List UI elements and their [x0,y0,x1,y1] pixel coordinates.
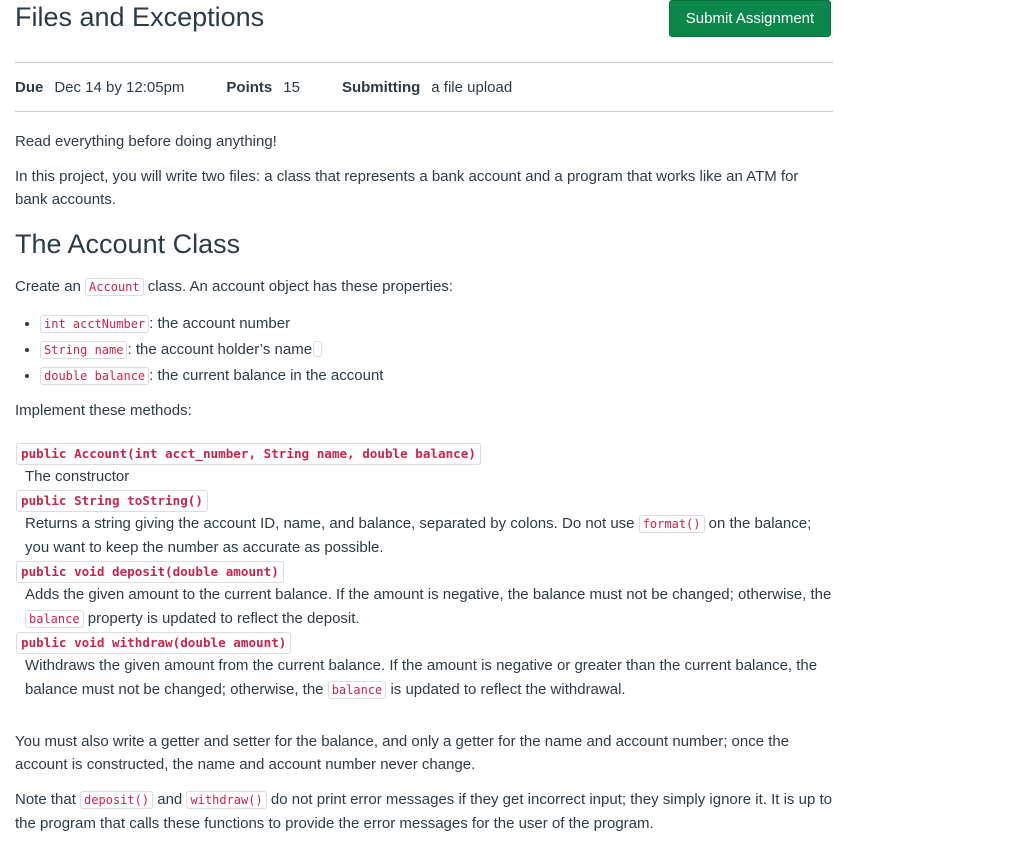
method-signature: public void deposit(double amount) [16,561,284,583]
assignment-description [15,130,833,835]
list-item: • String name : the account holder’s name [40,337,833,363]
method-description: Adds the given amount to the current balance. If the amount is negative, the balance must not be changed; otherwise, the balance property is updated to reflect the deposit. [25,586,832,627]
method-signature: public String toString() [16,490,208,512]
inline-code: balance [25,610,84,628]
title-row [15,0,848,60]
points-label: Points [226,78,273,96]
inline-code: deposit() [80,791,153,809]
create-class-paragraph: Create an Account class. An account object has these properties: [15,278,453,295]
method-description: Returns a string giving the account ID, name, and balance, separated by colons. Do not use format() on the balance; you want to keep the number as accurate as possible. [25,515,812,556]
inline-code: Account [85,278,144,296]
method-description: The constructor [25,468,130,485]
inline-code: int acctNumber [40,315,149,333]
methods-list [15,442,833,702]
points-detail [226,79,300,96]
inline-code: withdraw() [186,791,266,809]
intro-paragraph-1: Read everything before doing anything! [15,133,277,150]
page-title: Files and Exceptions [15,2,265,32]
due-value: Dec 14 by 12:05pm [54,78,185,96]
method-tostring [15,489,833,560]
method-description: Withdraws the given amount from the current balance. If the amount is negative or greater than the current balance, the balance must not be changed; otherwise, the balance is updated to reflect the withdrawal. [25,657,818,698]
inline-code: format() [639,515,705,533]
assignment-details [15,62,833,112]
empty-code-box [313,341,322,357]
list-item: • int acctNumber : the account number [40,311,833,337]
submit-assignment-button[interactable]: Submit Assignment [669,0,831,37]
note-paragraph: Note that deposit() and withdraw() do not print error messages if they get incorrect input; they simply ignore it. It is up to the program that calls these functions to provide the error messages for the user of the program. [15,791,832,832]
submitting-value: a file upload [431,78,513,96]
assignment-page [15,0,848,832]
properties-list [15,311,833,389]
list-item: • double balance : the current balance in the account [40,363,833,389]
implement-paragraph: Implement these methods: [15,402,192,419]
intro-paragraph-2: In this project, you will write two files: a class that represents a bank account and a program that works like an ATM for bank accounts. [15,168,799,208]
due-label: Due [15,78,44,96]
method-signature: public Account(int acct_number, String name, double balance) [16,443,481,465]
submitting-detail [342,79,512,96]
section-heading: The Account Class [15,229,241,259]
method-constructor [15,442,833,489]
getter-setter-paragraph: You must also write a getter and setter for the balance, and only a getter for the name and account number; once the account is constructed, the name and account number never change. [15,733,790,773]
submitting-label: Submitting [341,78,421,96]
method-signature: public void withdraw(double amount) [16,632,291,654]
inline-code: double balance [40,367,149,385]
due-detail [15,79,184,96]
inline-code: balance [328,681,387,699]
points-value: 15 [283,78,300,96]
method-withdraw [15,631,833,702]
method-deposit [15,560,833,631]
inline-code: String name [40,341,127,359]
